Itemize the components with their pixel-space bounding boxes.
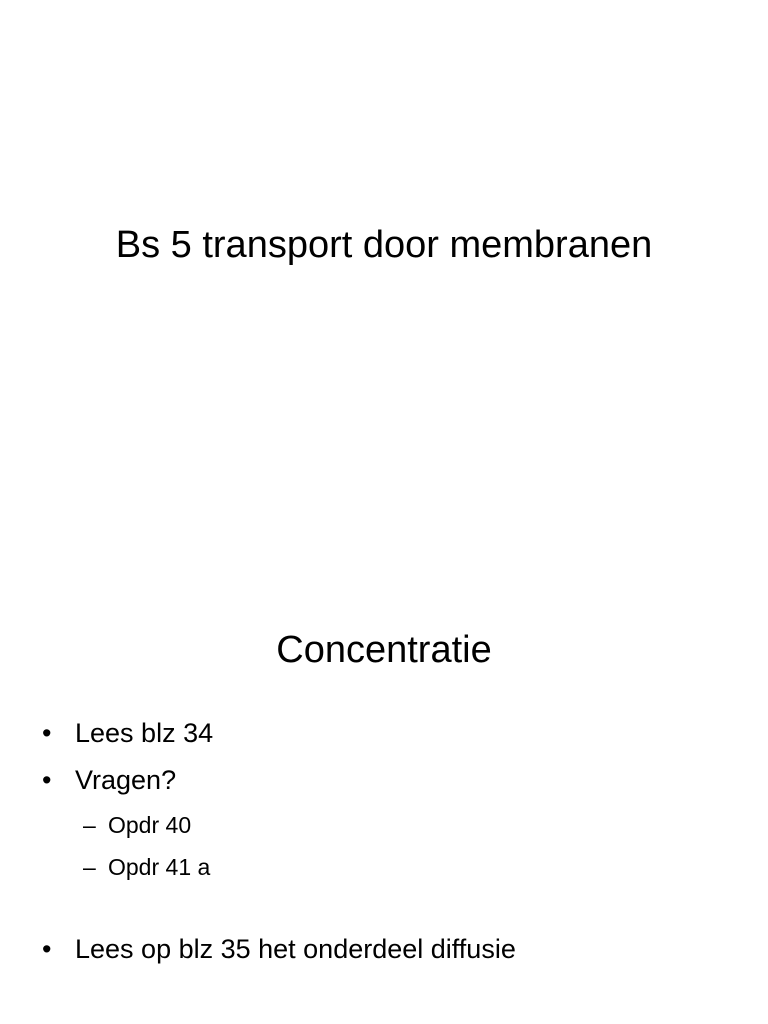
dash-icon: – <box>83 812 96 838</box>
slide-2 <box>0 512 768 1024</box>
sub-bullet-text: Opdr 41 a <box>108 854 211 880</box>
list-item <box>40 764 738 811</box>
bullet-icon: • <box>42 718 52 748</box>
list-spacer <box>40 895 738 933</box>
sub-list-item <box>40 853 738 895</box>
bullet-text: Vragen? <box>75 765 177 795</box>
sub-list-item <box>40 811 738 853</box>
sub-bullet-text: Opdr 40 <box>108 812 192 838</box>
slide-1-title: Bs 5 transport door membranen <box>115 224 653 266</box>
bullet-text: Lees blz 34 <box>75 718 214 748</box>
bullet-icon: • <box>42 765 52 795</box>
slide-2-heading: Concentratie <box>276 629 492 671</box>
bullet-text: Lees op blz 35 het onderdeel diffusie <box>75 934 516 964</box>
bullet-list <box>40 717 738 980</box>
dash-icon: – <box>83 854 96 880</box>
bullet-icon: • <box>42 934 52 964</box>
list-item <box>40 933 738 980</box>
list-item <box>40 717 738 764</box>
